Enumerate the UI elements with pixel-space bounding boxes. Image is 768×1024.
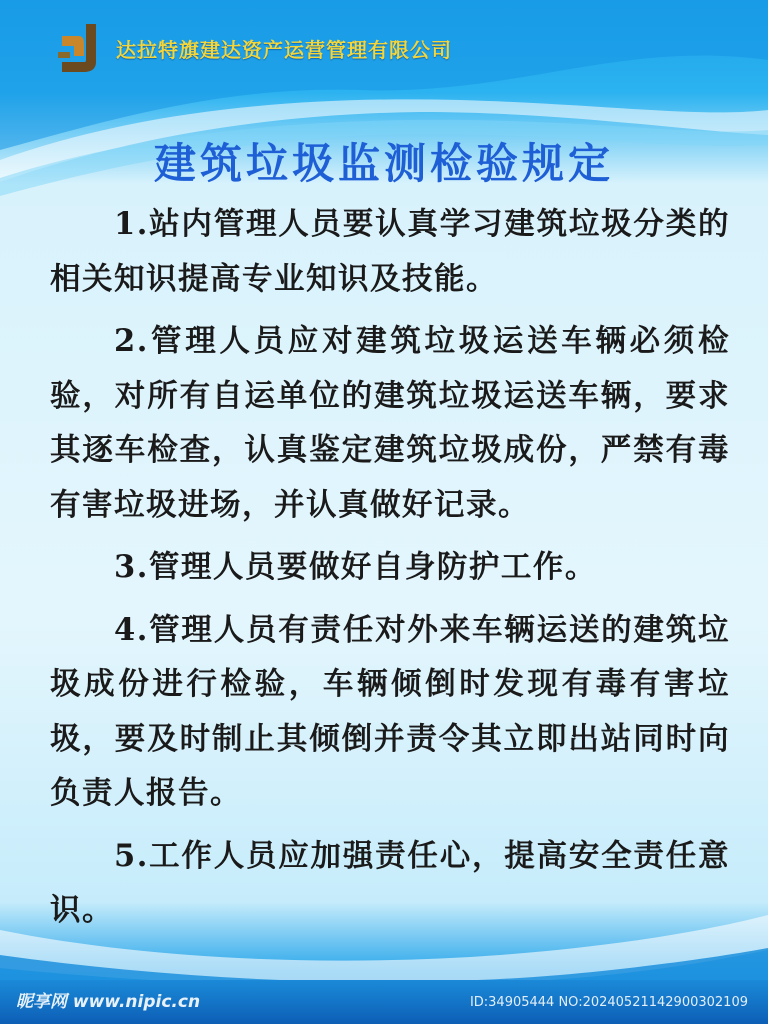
page-title: 建筑垃圾监测检验规定: [153, 139, 614, 188]
regulation-item-2: 2.管理人员应对建筑垃圾运送车辆必须检验，对所有自运单位的建筑垃圾运送车辆，要求其逐车检查，认真鉴定建筑垃圾成份，严禁有毒有害垃圾进场，并认真做好记录。: [50, 323, 730, 523]
regulation-item-1: 1.站内管理人员要认真学习建筑垃圾分类的相关知识提高专业知识及技能。: [50, 206, 730, 297]
regulation-item-3: 3.管理人员要做好自身防护工作。: [114, 549, 597, 585]
regulation-item-5: 5.工作人员应加强责任心，提高安全责任意识。: [50, 837, 730, 928]
regulation-item-4: 4.管理人员有责任对外来车辆运送的建筑垃圾成份进行检验，车辆倾倒时发现有毒有害垃圾，要及时制止其倾倒并责令其立即出站同时向负责人报告。: [50, 611, 730, 811]
company-name: 达拉特旗建达资产运营管理有限公司: [116, 38, 452, 62]
company-logo-icon: [56, 22, 104, 74]
image-id-watermark: ID:34905444 NO:20240521142900302109: [469, 995, 748, 1010]
regulation-list: [50, 197, 730, 946]
site-watermark: 昵享网 www.nipic.cn: [16, 992, 201, 1012]
